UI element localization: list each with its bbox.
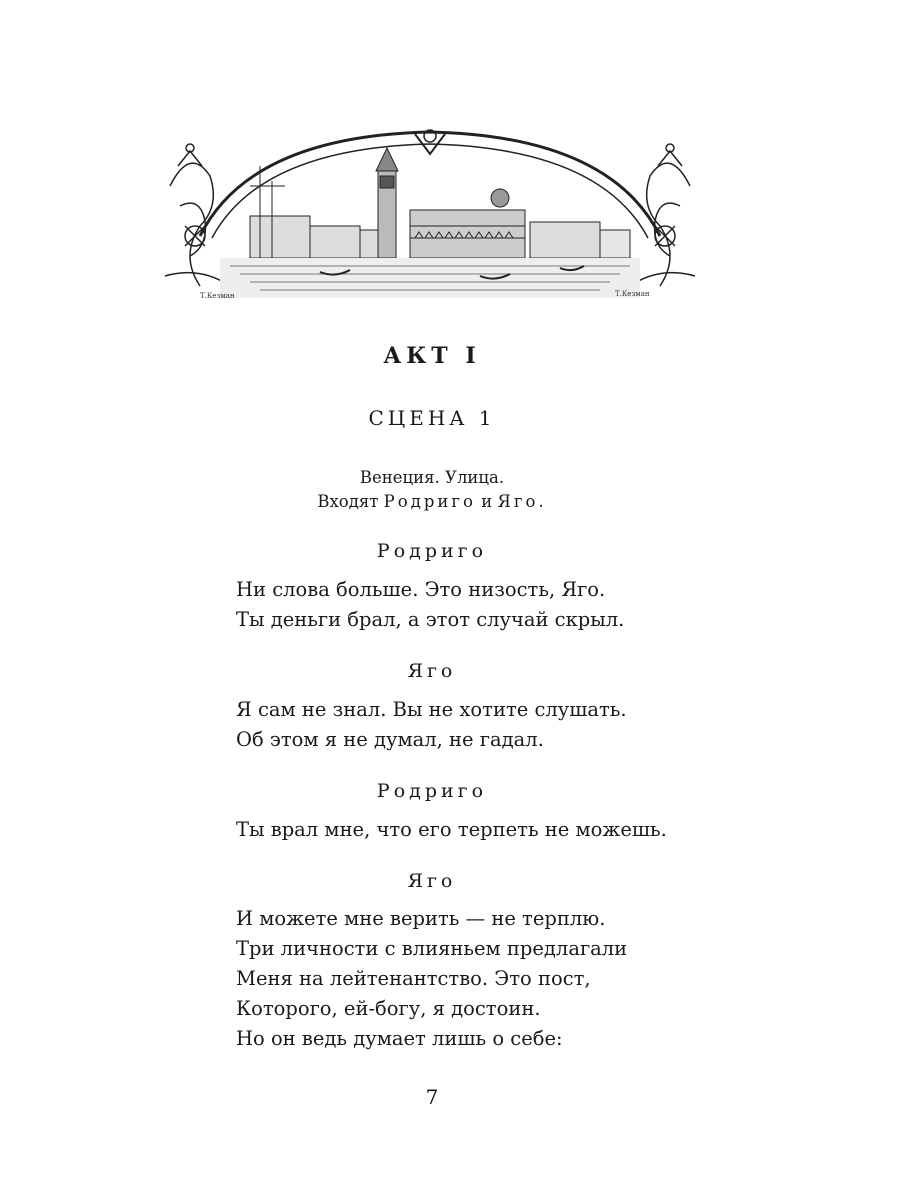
page-number: 7 [425, 1085, 439, 1109]
speaker-name: Яго [407, 870, 457, 892]
speaker-name: Яго [407, 660, 457, 682]
speaker-name: Родриго [376, 540, 488, 562]
verse-line: Ты деньги брал, а этот случай скрыл. [236, 608, 625, 631]
verse-line: Об этом я не думал, не гадал. [236, 728, 544, 751]
stage-direction-place: Венеция. Улица. [359, 468, 505, 487]
act-title: АКТ I [383, 343, 481, 369]
stage-direction-entrance [0, 492, 864, 511]
verse-line: Меня на лейтенантство. Это пост, [236, 967, 591, 990]
enter-name-iago: Яго. [497, 492, 547, 511]
enter-name-rodrigo: Родриго [383, 492, 476, 511]
verse-line: И можете мне верить — не терплю. [236, 907, 606, 930]
enter-conjunction: и [481, 492, 493, 511]
enter-prefix: Входят [317, 492, 379, 511]
verse-line: Ни слова больше. Это низость, Яго. [236, 578, 606, 601]
engraver-signature-left: Т.Кезман [200, 292, 235, 300]
verse-line: Ты врал мне, что его терпеть не можешь. [236, 818, 667, 841]
verse-line: Которого, ей-богу, я достоин. [236, 997, 541, 1020]
verse-line: Но он ведь думает лишь о себе: [236, 1027, 563, 1050]
engraver-signature-right: Т.Кезман [615, 290, 650, 298]
venice-vignette-illustration [160, 126, 700, 306]
speaker-name: Родриго [376, 780, 488, 802]
scene-title: СЦЕНА 1 [368, 406, 496, 430]
verse-line: Я сам не знал. Вы не хотите слушать. [236, 698, 627, 721]
verse-line: Три личности с влияньем предлагали [236, 937, 628, 960]
